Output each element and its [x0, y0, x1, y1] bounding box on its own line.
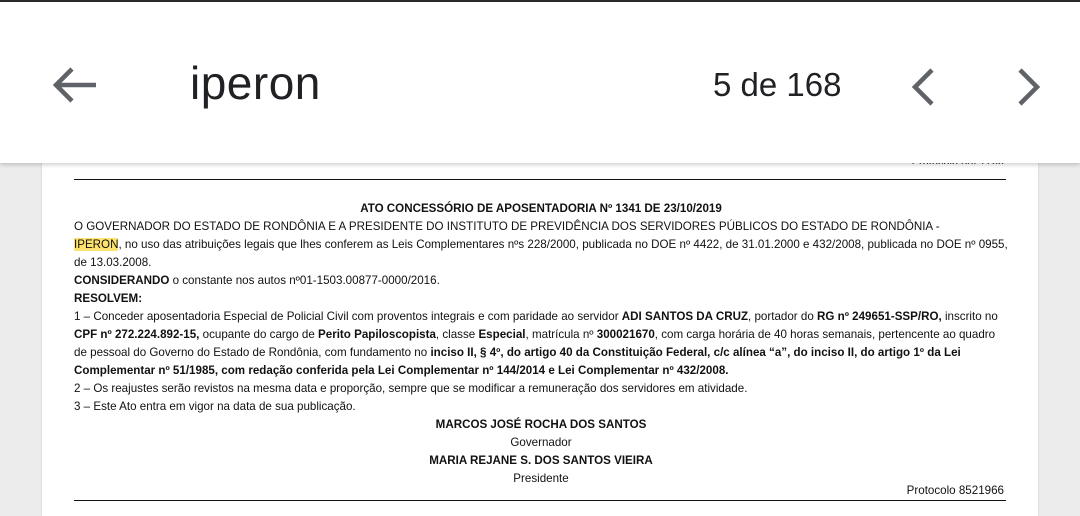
signer-1-name: MARCOS JOSÉ ROCHA DOS SANTOS	[435, 418, 647, 431]
preamble	[74, 218, 1008, 272]
back-button[interactable]	[46, 60, 102, 110]
signer-1-role: Governador	[510, 436, 572, 449]
document-page	[42, 156, 1038, 516]
servant-position: Perito Papiloscopista	[318, 328, 436, 341]
item-1-text: 1 – Conceder aposentadoria Especial de Policial Civil com proventos integrais e com paridade ao servidor	[74, 310, 622, 323]
match-counter: 5 de 168	[713, 66, 842, 103]
search-query-text[interactable]: iperon	[190, 57, 321, 109]
item-3: 3 – Este Ato entra em vigor na data de sua publicação.	[74, 400, 356, 413]
servant-class: Especial	[478, 328, 526, 341]
legal-basis: inciso II, § 4º, do artigo 40 da Constituição Federal, c/c alínea “a”, do inciso II, do artigo 1º da Lei Complementar nº 51/1985, com redação conferida pela Lei Complementar nº 144/2014 e Lei Complementar nº 432/2008.	[74, 346, 961, 377]
arrow-left-icon	[46, 60, 102, 110]
considerando-text: o constante nos autos nº01-1503.00877-0000/2016.	[169, 274, 440, 287]
protocol-number-bottom: Protocolo 8521966	[906, 484, 1004, 497]
servant-cpf: CPF nº 272.224.892-15,	[74, 328, 200, 341]
chevron-right-icon	[1010, 62, 1046, 112]
divider-bottom	[74, 500, 1006, 501]
find-in-page-toolbar	[0, 0, 1080, 163]
divider-top	[74, 179, 1006, 180]
signer-2-role: Presidente	[513, 472, 569, 485]
item-1-text: inscrito no	[941, 310, 998, 323]
resolvem-label: RESOLVEM:	[74, 292, 143, 305]
item-1-text: ocupante do cargo de	[199, 328, 319, 341]
preamble-text-cont: , no uso das atribuições legais que lhes conferem as Leis Complementares nºs 228/2000, publicada no DOE nº 4422, de 31.01.2000 e 432/2008, publicada no DOE nº 0955, de 13.03.2008.	[74, 238, 1008, 269]
considerando-label: CONSIDERANDO	[74, 274, 170, 287]
chevron-left-icon	[906, 62, 942, 112]
document-body	[74, 200, 1008, 488]
item-1-text: , matrícula nº	[525, 328, 597, 341]
next-match-button[interactable]	[1010, 62, 1046, 112]
servant-rg: RG nº 249651-SSP/RO,	[817, 310, 942, 323]
item-1-text: , classe	[435, 328, 479, 341]
search-highlight: IPERON	[74, 238, 119, 251]
servant-registration: 300021670	[596, 328, 655, 341]
preamble-text: O GOVERNADOR DO ESTADO DE RONDÔNIA E A PRESIDENTE DO INSTITUTO DE PREVIDÊNCIA DOS SERVIDORES PÚBLICOS DO ESTADO DE RONDÔNIA -	[74, 220, 940, 233]
item-1-text: , portador do	[748, 310, 817, 323]
act-title: ATO CONCESSÓRIO DE APOSENTADORIA Nº 1341 DE 23/10/2019	[360, 202, 722, 215]
item-1	[74, 308, 1008, 380]
item-2: 2 – Os reajustes serão revistos na mesma data e proporção, sempre que se modificar a remuneração dos servidores em atividade.	[74, 382, 748, 395]
considerando	[74, 272, 1008, 290]
signer-2-name: MARIA REJANE S. DOS SANTOS VIEIRA	[429, 454, 653, 467]
servant-name: ADI SANTOS DA CRUZ	[621, 310, 749, 323]
previous-match-button[interactable]	[906, 62, 942, 112]
item-1-text: , com carga horária de 40 horas semanais, pertencente ao quadro de pessoal do Governo do Estado de Rondônia, com fundamento no	[74, 328, 996, 359]
